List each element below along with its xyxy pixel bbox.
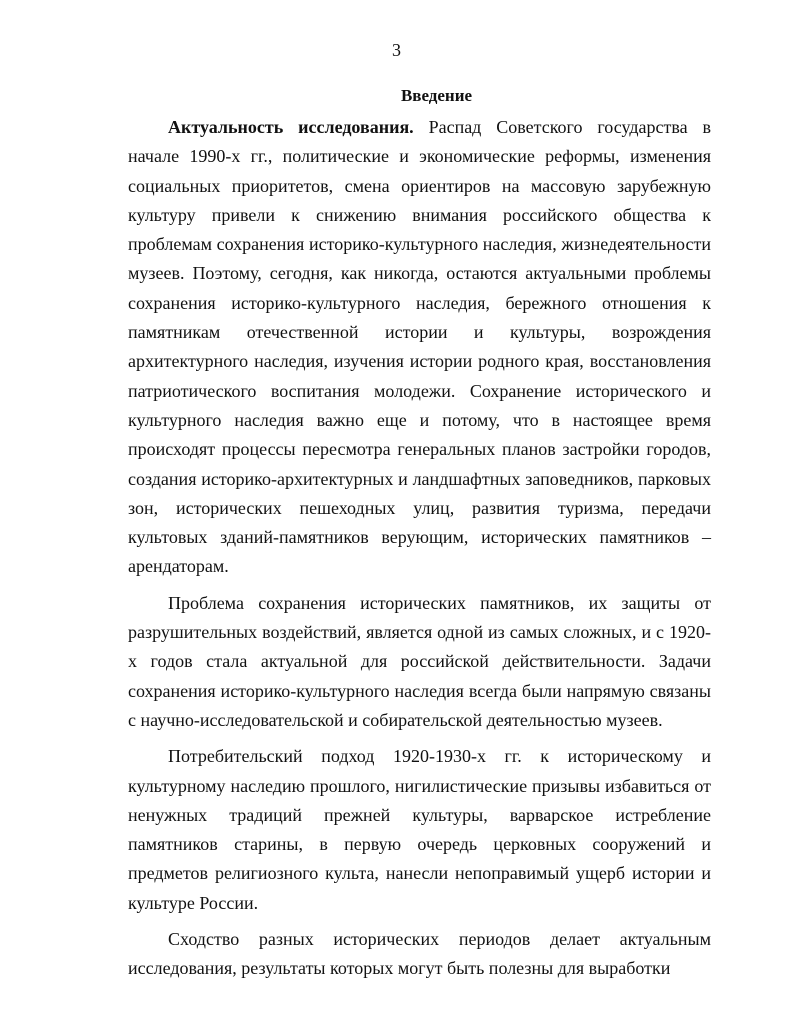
page-title: Введение bbox=[400, 86, 473, 105]
body-text bbox=[128, 113, 711, 991]
paragraph-text: Распад Советского государства в начале 1990-х гг., политические и экономические реформы, изменения социальных приоритетов, смена ориентиров на массовую зарубежную культуру привели к снижению внимания российского общества к проблемам сохранения историко-культурного наследия, жизнедеятельности музеев. Поэтому, сегодня, как никогда, остаются актуальными проблемы сохранения историко-культурного наследия, бережного отношения к памятникам отечественной истории и культуры, возрождения архитектурного наследия, изучения истории родного края, восстановления патриотического воспитания молодежи. Сохранение исторического и культурного наследия важно еще и потому, что в настоящее время происходят процессы пересмотра генеральных планов застройки городов, создания историко-архитектурных и ландшафтных заповедников, парковых зон, исторических пешеходных улиц, развития туризма, передачи культовых зданий-памятников верующим, исторических памятников – арендаторам. bbox=[128, 117, 711, 577]
paragraph-relevance bbox=[128, 113, 711, 582]
paragraph-lead: Актуальность исследования. bbox=[168, 117, 414, 137]
paragraph-historical-similarity: Сходство разных исторических периодов делает актуальным исследования, результаты которых могут быть полезны для выработки bbox=[128, 929, 711, 979]
page-number: 3 bbox=[392, 40, 401, 60]
paragraph-monument-protection: Проблема сохранения исторических памятников, их защиты от разрушительных воздействий, является одной из самых сложных, и с 1920-х годов стала актуальной для российской действительности. Задачи сохранения историко-культурного наследия всегда были напрямую связаны с научно-исследовательской и собирательской деятельностью музеев. bbox=[128, 592, 711, 730]
paragraph-consumer-approach: Потребительский подход 1920-1930-х гг. к историческому и культурному наследию прошлого, нигилистические призывы избавиться от ненужных традиций прежней культуры, варварское истребление памятников старины, в первую очередь церковных сооружений и предметов религиозного культа, нанесли непоправимый ущерб истории и культуре России. bbox=[128, 746, 711, 913]
